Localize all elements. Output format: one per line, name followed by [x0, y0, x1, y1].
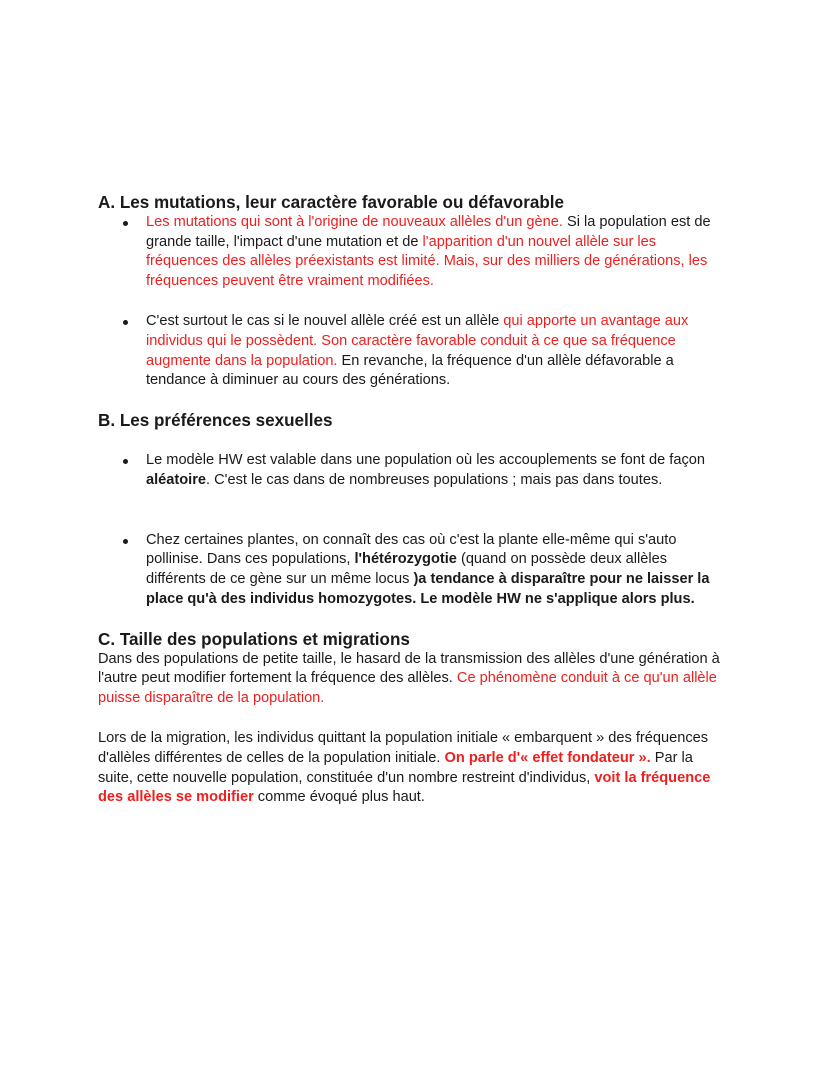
text-run: comme évoqué plus haut.: [253, 789, 425, 806]
section-a-heading: A. Les mutations, leur caractère favorable ou défavorable: [98, 193, 565, 212]
text-run: (quand on possède deux allèles différents de ce gène sur un même locus: [146, 551, 668, 588]
text-run: l'apparition d'un nouvel allèle sur les fréquences des allèles préexistants est limité. Mais, sur des milliers de générations, les fréquences peuvent être vraiment modifiées.: [146, 233, 708, 290]
bullet-dot-icon: [123, 320, 128, 325]
text-run: . C'est le cas dans de nombreuses populations ; mais pas dans toutes.: [206, 471, 663, 488]
text-run: Chez certaines plantes, on connaît des cas où c'est la plante elle-même qui s'auto pollinise. Dans ces populations,: [146, 531, 677, 568]
section-a-list: [98, 213, 730, 391]
section-c-paragraph-2: [98, 729, 730, 808]
text-run: qui apporte un avantage aux individus qui le possèdent. Son caractère favorable conduit à ce que sa fréquence augmente dans la population.: [146, 312, 689, 369]
bullet-dot-icon: [123, 539, 128, 544]
text-run: On parle d'« effet fondateur ».: [444, 749, 651, 766]
text-run: Ce phénomène conduit à ce qu'un allèle puisse disparaître de la population.: [98, 670, 717, 707]
section-a-bullet-1: [98, 213, 730, 292]
bullet-dot-icon: [123, 221, 128, 226]
bullet-dot-icon: [123, 459, 128, 464]
text-run: Les mutations qui sont à l'origine de nouveaux allèles d'un gène.: [146, 213, 563, 230]
section-c-paragraph-1: [98, 650, 730, 709]
text-run: Par la suite, cette nouvelle population, constituée d'un nombre restreint d'individus,: [98, 749, 693, 786]
text-run: Dans des populations de petite taille, le hasard de la transmission des allèles d'une génération à l'autre peut modifier fortement la fréquence des allèles.: [98, 650, 720, 687]
section-a-bullet-2: [98, 312, 730, 391]
section-b-bullet-1: [98, 451, 730, 491]
text-run: Lors de la migration, les individus quittant la population initiale « embarquent » des fréquences d'allèles différentes de celles de la population initiale.: [98, 729, 709, 766]
text-run: Le modèle HW est valable dans une population où les accouplements se font de façon: [146, 451, 705, 468]
text-run: Si la population est de grande taille, l'impact d'une mutation et de: [146, 213, 711, 250]
document-body: [98, 193, 730, 808]
text-run: En revanche, la fréquence d'un allèle défavorable a tendance à diminuer au cours des générations.: [146, 352, 674, 389]
text-run: aléatoire: [146, 471, 207, 488]
text-run: )a tendance à disparaître pour ne laisser la place qu'à des individus homozygotes. Le modèle HW ne s'applique alors plus.: [146, 571, 710, 607]
text-run: C'est surtout le cas si le nouvel allèle créé est un allèle: [146, 312, 504, 329]
section-b-bullet-2: [98, 531, 730, 610]
section-c-heading: C. Taille des populations et migrations: [98, 629, 410, 649]
text-run: voit la fréquence des allèles se modifier: [98, 769, 711, 806]
section-b-heading: B. Les préférences sexuelles: [98, 411, 333, 431]
section-b-list: [98, 451, 730, 610]
text-run: l'hétérozygotie: [354, 551, 457, 568]
